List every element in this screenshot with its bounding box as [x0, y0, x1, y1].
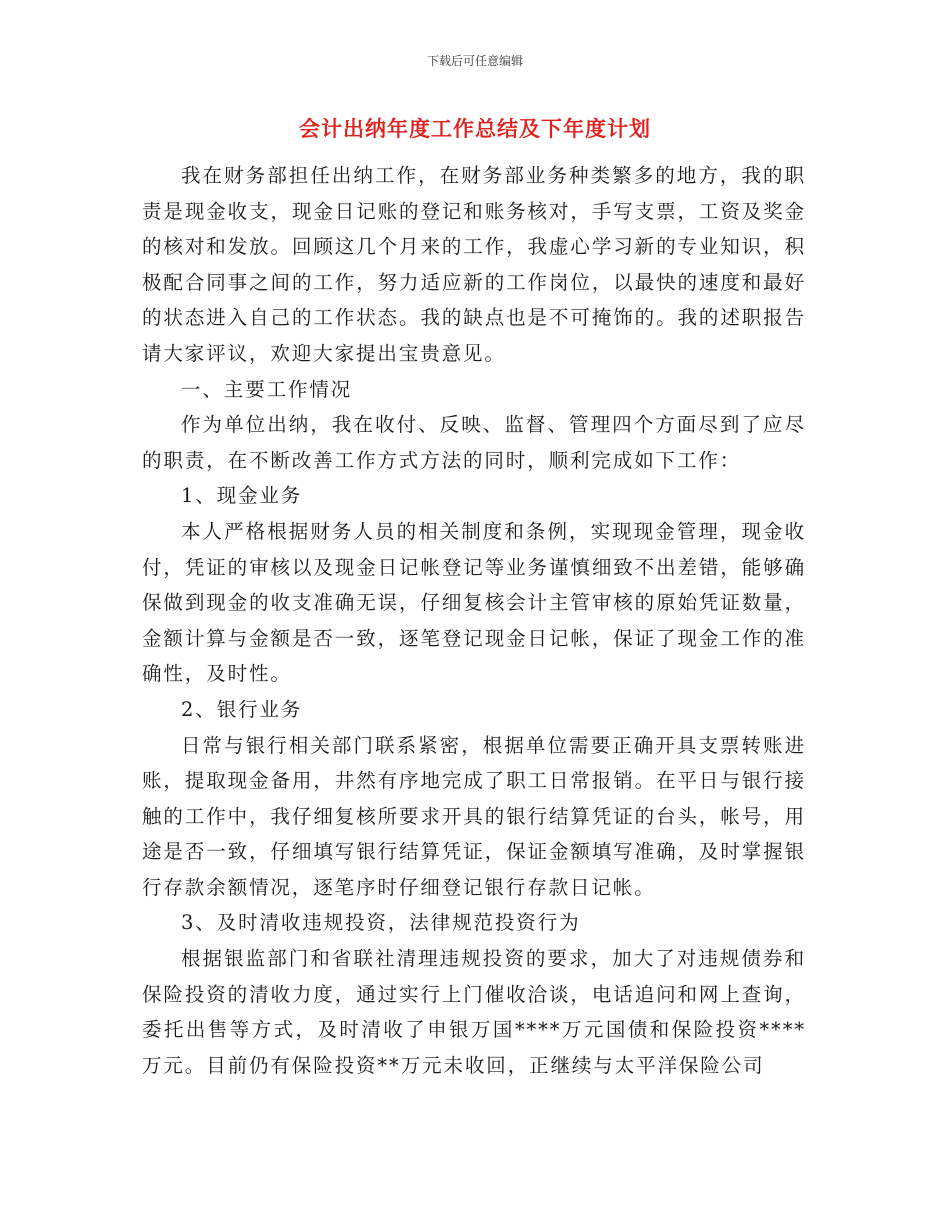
paragraph-cash-business: 本人严格根据财务人员的相关制度和条例，实现现金管理，现金收付，凭证的审核以及现金日记帐登记等业务谨慎细致不出差错，能够确保做到现金的收支准确无误，仔细复核会计主管审核的原始凭证数量，金额计算与金额是否一致，逐笔登记现金日记帐，保证了现金工作的准确性，及时性。: [142, 519, 806, 686]
paragraph-investment-recovery: 根据银监部门和省联社清理违规投资的要求，加大了对违规债券和保险投资的清收力度，通过实行上门催收洽谈，电话追问和网上查询，委托出售等方式，及时清收了申银万国****万元国债和保险投资****万元。目前仍有保险投资**万元未收回，正继续与太平洋保险公司: [142, 947, 806, 1077]
paragraph-bank-business: 日常与银行相关部门联系紧密，根据单位需要正确开具支票转账进账，提取现金备用，井然有序地完成了职工日常报销。在平日与银行接触的工作中，我仔细复核所要求开具的银行结算凭证的台头，帐号，用途是否一致，仔细填写银行结算凭证，保证金额填写准确，及时掌握银行存款余额情况，逐笔序时仔细登记银行存款日记帐。: [142, 733, 806, 899]
header-note: 下载后可任意编辑: [426, 54, 523, 68]
subheading-bank-business: 2、银行业务: [181, 697, 303, 721]
paragraph-duties: 作为单位出纳，我在收付、反映、监督、管理四个方面尽到了应尽的职责，在不断改善工作方式方法的同时，顺利完成如下工作：: [142, 413, 806, 472]
subheading-cash-business: 1、现金业务: [181, 484, 303, 508]
document-title: 会计出纳年度工作总结及下年度计划: [299, 117, 651, 141]
subheading-investment-recovery: 3、及时清收违规投资，法律规范投资行为: [181, 911, 581, 935]
section-heading-main-work: 一、主要工作情况: [181, 377, 353, 401]
document-body: [142, 158, 806, 1083]
paragraph-intro: 我在财务部担任出纳工作，在财务部业务种类繁多的地方，我的职责是现金收支，现金日记账的登记和账务核对，手写支票，工资及奖金的核对和发放。回顾这几个月来的工作，我虚心学习新的专业知识，积极配合同事之间的工作，努力适应新的工作岗位，以最快的速度和最好的状态进入自己的工作状态。我的缺点也是不可掩饰的。我的述职报告请大家评议，欢迎大家提出宝贵意见。: [142, 164, 806, 365]
